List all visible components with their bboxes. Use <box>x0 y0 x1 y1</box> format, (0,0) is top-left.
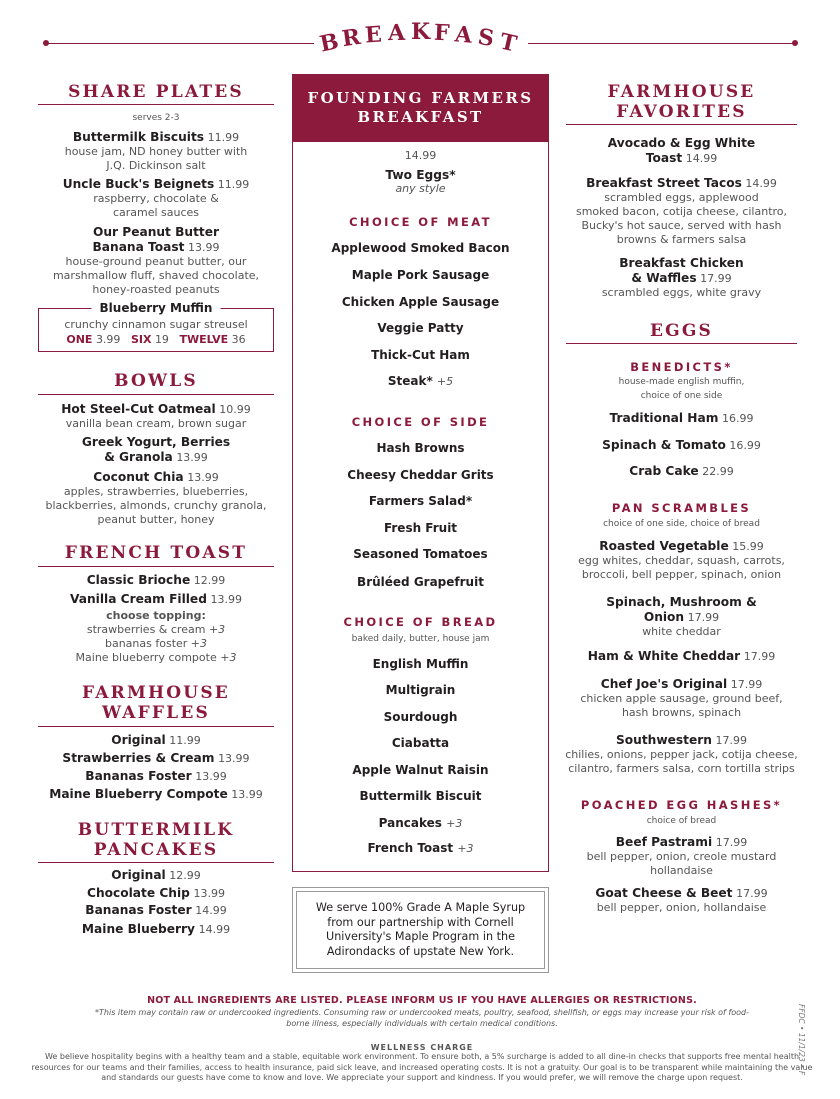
item-desc: marshmallow fluff, shaved chocolate, <box>52 269 260 282</box>
bread-option: Ciabatta <box>391 736 450 750</box>
item-name: Original <box>111 868 166 882</box>
item-name: Breakfast Street Tacos <box>586 176 742 190</box>
item-name: Original <box>111 733 166 747</box>
item-price: 16.99 <box>722 412 754 425</box>
item-desc: cilantro, farmers salsa, corn tortilla strips <box>568 762 795 775</box>
divider <box>38 862 274 863</box>
bread-option <box>292 841 549 855</box>
divider <box>38 104 274 105</box>
item-desc: egg whites, cheddar, squash, carrots, <box>578 554 785 567</box>
bread-option: Buttermilk Biscuit <box>359 789 482 803</box>
item-name: Avocado & Egg White <box>607 136 756 150</box>
item-name: Hot Steel-Cut Oatmeal <box>61 402 216 416</box>
wellness-heading: WELLNESS CHARGE <box>370 1043 474 1052</box>
meat-heading: CHOICE OF MEAT <box>349 215 492 229</box>
item-price: 13.99 <box>187 471 219 484</box>
item-name: Southwestern <box>616 733 712 747</box>
meat-option: Applewood Smoked Bacon <box>331 241 510 255</box>
menu-item <box>566 176 797 247</box>
bread-option <box>292 816 549 830</box>
bread-option: Sourdough <box>383 710 458 724</box>
item-name: Toast <box>645 151 683 165</box>
raw-food-warning: *This item may contain raw or undercooked ingredients. Consuming raw or undercooked meats, poultry, seafood, shellfish, or eggs may increase your risk of food-borne illness, especially individuals with certain medical conditions. <box>95 1008 749 1028</box>
item-name: Uncle Buck's Beignets <box>62 177 215 191</box>
syrup-line: Adirondacks of upstate New York. <box>326 944 515 958</box>
size-price: 36 <box>231 333 246 346</box>
item-name: Chocolate Chip <box>87 886 190 900</box>
title-letter: S <box>476 23 496 53</box>
meat-option: Maple Pork Sausage <box>351 268 490 282</box>
menu-item <box>566 595 797 639</box>
syrup-line: We serve 100% Grade A Maple Syrup <box>315 901 526 914</box>
menu-item <box>566 256 797 300</box>
waffles-heading: WAFFLES <box>102 703 210 723</box>
favorites-heading: FARMHOUSE <box>607 82 756 102</box>
item-desc: honey-roasted peanuts <box>92 283 220 296</box>
item-price: 17.99 <box>687 611 720 624</box>
item-price: 17.99 <box>715 734 747 747</box>
benedicts-heading: BENEDICTS* <box>630 360 733 374</box>
topping-name: Maine blueberry compote <box>75 651 217 664</box>
menu-item <box>566 649 797 664</box>
item-desc: hollandaise <box>650 864 713 877</box>
item-price: 13.99 <box>193 887 225 900</box>
title-letter: K <box>411 19 431 45</box>
menu-item <box>566 733 797 776</box>
header-dot-right <box>792 40 798 46</box>
waffles-heading: FARMHOUSE <box>82 683 230 703</box>
item-name: Goat Cheese & Beet <box>595 886 733 900</box>
item-price: 11.99 <box>217 178 250 191</box>
french-toast-extra: +3 <box>457 842 474 855</box>
topping-name: strawberries & cream <box>86 623 206 636</box>
item-name: Our Peanut Butter <box>92 225 220 239</box>
topping-price: +3 <box>220 651 237 664</box>
item-name: Crab Cake <box>629 464 699 478</box>
item-name: Greek Yogurt, Berries <box>81 435 231 449</box>
item-desc: caramel sauces <box>112 206 200 219</box>
meat-option: Veggie Patty <box>377 321 464 335</box>
item-price: 12.99 <box>193 574 226 587</box>
item-name: Beef Pastrami <box>615 835 713 849</box>
banner-title: FOUNDING FARMERS <box>307 89 534 107</box>
banner-title: BREAKFAST <box>357 108 484 126</box>
item-price: 11.99 <box>207 131 240 144</box>
item-price: 14.99 <box>198 923 231 936</box>
menu-item <box>38 751 274 766</box>
item-name: Banana Toast <box>92 240 185 254</box>
item-name: Traditional Ham <box>609 411 719 425</box>
item-price: 17.99 <box>700 272 732 285</box>
bowls-heading: BOWLS <box>114 371 198 391</box>
pancakes-heading: PANCAKES <box>93 840 219 860</box>
topping-label: choose topping: <box>106 609 206 622</box>
bread-note: baked daily, butter, house jam <box>351 634 490 644</box>
item-name: Bananas Foster <box>85 769 192 783</box>
menu-item <box>38 868 274 883</box>
item-name: Roasted Vegetable <box>599 539 729 553</box>
item-desc: crunchy cinnamon sugar streusel <box>64 318 248 331</box>
item-desc: browns & farmers salsa <box>616 233 747 246</box>
item-desc: blackberries, almonds, crunchy granola, <box>45 499 267 512</box>
side-option: Fresh Fruit <box>383 521 458 535</box>
divider <box>566 343 797 344</box>
menu-item <box>566 886 797 915</box>
scrambles-heading: PAN SCRAMBLES <box>611 501 752 515</box>
item-name: Vanilla Cream Filled <box>70 592 207 606</box>
menu-item <box>38 130 274 173</box>
item-price: 15.99 <box>732 540 764 553</box>
benedicts-note: choice of one side <box>640 391 723 401</box>
title-letter: A <box>453 21 474 49</box>
menu-item <box>566 411 797 426</box>
menu-item <box>38 435 274 465</box>
scrambles-note: choice of one side, choice of bread <box>603 519 760 529</box>
item-desc: Bucky's hot sauce, served with hash <box>581 219 782 232</box>
item-price: 14.99 <box>195 904 227 917</box>
page-title <box>317 19 524 62</box>
bread-heading: CHOICE OF BREAD <box>343 615 498 629</box>
syrup-line: from our partnership with Cornell <box>327 915 514 929</box>
item-name: Buttermilk Biscuits <box>72 130 205 144</box>
item-price: 12.99 <box>169 869 201 882</box>
meat-option: Chicken Apple Sausage <box>341 295 500 309</box>
menu-item <box>566 438 797 453</box>
item-price: 13.99 <box>218 752 250 765</box>
item-price: 17.99 <box>743 650 776 663</box>
menu-item <box>566 464 797 479</box>
menu-item <box>38 470 274 527</box>
pancakes-heading: BUTTERMILK <box>77 820 235 840</box>
pancakes-label: Pancakes <box>378 816 442 830</box>
french-toast-label: French Toast <box>367 841 454 855</box>
divider <box>38 394 274 395</box>
divider <box>38 566 274 567</box>
size-label: SIX <box>130 333 152 346</box>
menu-code: FFDC • 11/1/23 • F <box>797 1004 806 1076</box>
item-desc: chilies, onions, pepper jack, cotija cheese, <box>565 748 798 761</box>
item-desc: apples, strawberries, blueberries, <box>63 485 249 498</box>
hashes-note: choice of bread <box>646 816 717 826</box>
menu-item <box>38 922 274 937</box>
item-name: Coconut Chia <box>93 470 184 484</box>
item-price: 14.99 <box>685 152 718 165</box>
item-price: 13.99 <box>195 770 227 783</box>
title-letter: R <box>340 23 363 53</box>
eggs-style: any style <box>395 182 446 195</box>
item-desc: scrambled eggs, applewood <box>604 191 759 204</box>
item-desc: chicken apple sausage, ground beef, <box>580 692 783 705</box>
side-option: Brûléed Grapefruit <box>357 575 484 589</box>
side-option: Farmers Salad* <box>368 494 473 508</box>
favorites-heading: FAVORITES <box>616 102 747 122</box>
muffin-sizes <box>39 333 273 346</box>
menu-item <box>38 592 274 607</box>
item-name: & Waffles <box>631 271 697 285</box>
combo-price: 14.99 <box>404 149 437 162</box>
item-name: Bananas Foster <box>85 903 192 917</box>
topping-price: +3 <box>208 623 226 636</box>
pancakes-extra: +3 <box>446 817 463 830</box>
title-letter: E <box>364 21 383 49</box>
wellness-text: We believe hospitality begins with a healthy team and a stable, equitable work environment. To ensure both, a 5% surcharge is added to all dine-in checks that supports free mental health resources for our teams and their families, access to health insurance, paid sick leave, and increased operating costs. It is not a gratuity. Our goal is to be transparent while maintaining the value and standards our guests have come to know and love. We appreciate your support and kindness. If you would prefer, we will remove the charge upon request. <box>31 1052 813 1082</box>
topping-price: +3 <box>190 637 208 650</box>
menu-item <box>38 769 274 784</box>
menu-item <box>566 539 797 582</box>
menu-item <box>38 787 274 802</box>
item-price: 17.99 <box>736 887 768 900</box>
menu-item <box>38 402 274 431</box>
item-name: Spinach, Mushroom & <box>606 595 757 609</box>
eggs-label: Two Eggs* <box>385 168 456 182</box>
item-desc: broccoli, bell pepper, spinach, onion <box>581 568 782 581</box>
item-desc: peanut butter, honey <box>97 513 215 526</box>
item-name: Spinach & Tomato <box>602 438 726 452</box>
toppings-list <box>38 609 274 665</box>
title-letter: F <box>433 19 451 47</box>
header-rule-right <box>528 43 794 44</box>
item-desc: house-ground peanut butter, our <box>65 255 247 268</box>
steak-label: Steak* <box>387 374 433 388</box>
item-name: Onion <box>643 610 685 624</box>
bread-option: Apple Walnut Raisin <box>352 763 489 777</box>
side-option: Cheesy Cheddar Grits <box>347 468 494 482</box>
menu-item <box>38 733 274 748</box>
item-price: 22.99 <box>702 465 734 478</box>
eggs-heading: EGGS <box>649 321 714 341</box>
item-desc: J.Q. Dickinson salt <box>106 159 206 172</box>
maple-syrup-note <box>292 887 549 973</box>
item-price: 17.99 <box>730 678 763 691</box>
steak-extra: +5 <box>436 375 454 388</box>
meat-option <box>292 374 549 388</box>
item-price: 10.99 <box>219 403 251 416</box>
item-name: & Granola <box>104 450 173 464</box>
item-price: 17.99 <box>715 836 748 849</box>
item-price: 16.99 <box>729 439 761 452</box>
menu-item <box>38 573 274 588</box>
size-label: TWELVE <box>179 333 229 346</box>
syrup-line: University's Maple Program in the <box>326 930 515 943</box>
founding-farmers-banner <box>292 74 549 142</box>
size-price: 19 <box>154 333 169 346</box>
menu-item <box>566 835 797 878</box>
bread-option: English Muffin <box>372 657 469 671</box>
divider <box>566 124 797 125</box>
menu-item <box>38 177 274 220</box>
menu-item <box>38 886 274 901</box>
size-price: 3.99 <box>95 333 121 346</box>
item-desc: bell pepper, onion, creole mustard <box>586 850 777 863</box>
item-desc: raspberry, chocolate & <box>93 192 219 205</box>
item-name: Classic Brioche <box>86 573 191 587</box>
menu-item <box>566 677 797 720</box>
item-name: Maine Blueberry <box>81 922 196 936</box>
item-desc: bell pepper, onion, hollandaise <box>596 901 767 914</box>
item-desc: vanilla bean cream, brown sugar <box>65 417 247 430</box>
item-desc: smoked bacon, cotija cheese, cilantro, <box>575 205 788 218</box>
item-name: Blueberry Muffin <box>92 301 221 315</box>
blueberry-muffin-box <box>38 301 274 352</box>
header-rule-left <box>46 43 314 44</box>
item-name: Breakfast Chicken <box>619 256 744 270</box>
item-desc: hash browns, spinach <box>621 706 742 719</box>
share-plates-heading: SHARE PLATES <box>68 82 244 102</box>
benedicts-note: house-made english muffin, <box>618 377 745 387</box>
side-option: Hash Browns <box>376 441 465 455</box>
french-toast-heading: FRENCH TOAST <box>64 543 248 563</box>
item-price: 13.99 <box>188 241 220 254</box>
item-price: 13.99 <box>231 788 263 801</box>
item-price: 11.99 <box>169 734 201 747</box>
item-name: Ham & White Cheddar <box>587 649 741 663</box>
item-name: Strawberries & Cream <box>62 751 215 765</box>
hashes-heading: POACHED EGG HASHES* <box>580 798 783 812</box>
item-name: Maine Blueberry Compote <box>49 787 228 801</box>
menu-item <box>38 225 274 297</box>
title-letter: B <box>317 28 342 58</box>
allergy-notice: NOT ALL INGREDIENTS ARE LISTED. PLEASE INFORM US IF YOU HAVE ALLERGIES OR RESTRICTIONS. <box>147 995 697 1006</box>
size-label: ONE <box>66 333 93 346</box>
title-letter: A <box>387 19 406 47</box>
item-desc: house jam, ND honey butter with <box>64 145 248 158</box>
serves-note: serves 2-3 <box>132 113 180 123</box>
topping-name: bananas foster <box>104 637 188 650</box>
menu-item <box>566 136 797 166</box>
item-name: Chef Joe's Original <box>600 677 728 691</box>
item-price: 14.99 <box>745 177 777 190</box>
item-desc: white cheddar <box>642 625 721 638</box>
divider <box>38 726 274 727</box>
side-option: Seasoned Tomatoes <box>353 547 488 561</box>
side-heading: CHOICE OF SIDE <box>351 415 490 429</box>
item-price: 13.99 <box>210 593 242 606</box>
title-letter: T <box>497 28 520 58</box>
bread-option: Multigrain <box>385 683 456 697</box>
meat-option: Thick-Cut Ham <box>371 348 470 362</box>
item-price: 13.99 <box>176 451 208 464</box>
menu-item <box>38 903 274 918</box>
item-desc: scrambled eggs, white gravy <box>601 286 762 299</box>
